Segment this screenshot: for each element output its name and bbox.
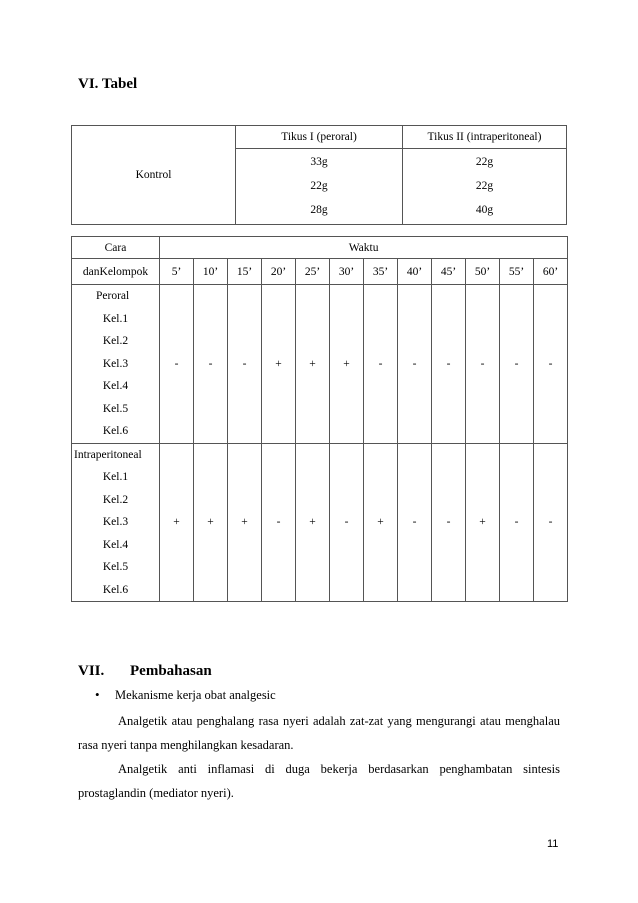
observation-cell: +	[296, 285, 330, 444]
observation-cell: +	[228, 443, 262, 602]
weight-value: 22g	[475, 180, 494, 192]
observation-cell: -	[500, 443, 534, 602]
kel-label: Kel.3	[102, 357, 129, 370]
observation-cell: +	[466, 443, 500, 602]
observation-cell: -	[160, 285, 194, 444]
paragraph-line	[78, 709, 560, 733]
observation-cell: -	[194, 285, 228, 444]
kel-label: Kel.6	[102, 583, 129, 596]
observation-cell: +	[296, 443, 330, 602]
kel-label: Kel.6	[102, 425, 129, 437]
observation-cell: +	[194, 443, 228, 602]
time-header: 15’	[228, 259, 262, 285]
group-label-intraperitoneal	[72, 443, 160, 602]
weight-value: 40g	[475, 204, 494, 216]
section-title: Pembahasan	[130, 663, 212, 679]
time-header: 55’	[500, 259, 534, 285]
observation-cell: +	[160, 443, 194, 602]
kel-label: Kel.2	[102, 335, 129, 347]
weight-value: 22g	[310, 180, 328, 192]
time-header: 10’	[194, 259, 228, 285]
tikus-2-header: Tikus II (intraperitoneal)	[403, 126, 567, 149]
weight-value: 28g	[310, 204, 328, 216]
cara-header: Cara	[72, 237, 160, 259]
observation-cell: -	[432, 443, 466, 602]
time-header: 50’	[466, 259, 500, 285]
observation-cell: -	[534, 443, 568, 602]
time-header: 60’	[534, 259, 568, 285]
time-header: 25’	[296, 259, 330, 285]
time-header: 30’	[330, 259, 364, 285]
observation-cell: +	[364, 443, 398, 602]
kel-label: Kel.5	[102, 561, 129, 573]
time-header: 40’	[398, 259, 432, 285]
bullet-item	[95, 687, 276, 703]
bullet-icon: •	[95, 687, 100, 702]
group-name: Peroral	[96, 290, 130, 302]
observation-cell: -	[534, 285, 568, 444]
kelompok-header: danKelompok	[72, 259, 160, 285]
bullet-text: Mekanisme kerja obat analgesic	[115, 688, 276, 702]
observation-table	[71, 236, 568, 602]
kel-label: Kel.4	[102, 538, 129, 551]
paragraph-1	[78, 709, 560, 757]
time-header: 5’	[160, 259, 194, 285]
kel-label: Kel.1	[102, 312, 129, 325]
paragraph-line: rasa nyeri tanpa menghilangkan kesadaran.	[78, 738, 294, 752]
control-weight-table	[71, 125, 567, 225]
kel-label: Kel.1	[102, 471, 129, 483]
tikus-1-weights	[236, 149, 403, 225]
tikus-2-weights	[403, 149, 567, 225]
section-heading-tabel: VI. Tabel	[78, 76, 138, 92]
weight-value: 22g	[475, 156, 494, 168]
group-label-peroral	[72, 285, 160, 444]
kel-label: Kel.2	[102, 493, 129, 506]
paragraph-line	[78, 757, 560, 781]
paragraph-2	[78, 757, 560, 805]
kontrol-label: Kontrol	[72, 126, 236, 225]
kel-label: Kel.3	[102, 516, 129, 528]
section-number: VII.	[78, 663, 105, 679]
waktu-header: Waktu	[160, 237, 568, 259]
observation-cell: -	[364, 285, 398, 444]
weight-value: 33g	[310, 156, 328, 168]
page-number: 11	[547, 838, 559, 850]
observation-cell: -	[398, 285, 432, 444]
time-header: 35’	[364, 259, 398, 285]
observation-cell: -	[398, 443, 432, 602]
tikus-1-header: Tikus I (peroral)	[236, 126, 403, 149]
group-name: Intraperitoneal	[74, 448, 142, 461]
observation-cell: -	[228, 285, 262, 444]
observation-cell: -	[432, 285, 466, 444]
observation-cell: +	[330, 285, 364, 444]
observation-cell: -	[500, 285, 534, 444]
paragraph-line: prostaglandin (mediator nyeri).	[78, 786, 234, 800]
kel-label: Kel.4	[102, 380, 129, 392]
observation-cell: -	[466, 285, 500, 444]
line-text: Analgetik anti inflamasi di duga bekerja berdasarkan penghambatan sintesis	[118, 762, 560, 776]
observation-cell: +	[262, 285, 296, 444]
time-header: 20’	[262, 259, 296, 285]
time-header: 45’	[432, 259, 466, 285]
line-text: Analgetik atau penghalang rasa nyeri adalah zat-zat yang mengurangi atau menghalau	[118, 714, 560, 728]
observation-cell: -	[330, 443, 364, 602]
observation-cell: -	[262, 443, 296, 602]
kel-label: Kel.5	[102, 402, 129, 415]
section-heading-pembahasan	[78, 663, 212, 680]
